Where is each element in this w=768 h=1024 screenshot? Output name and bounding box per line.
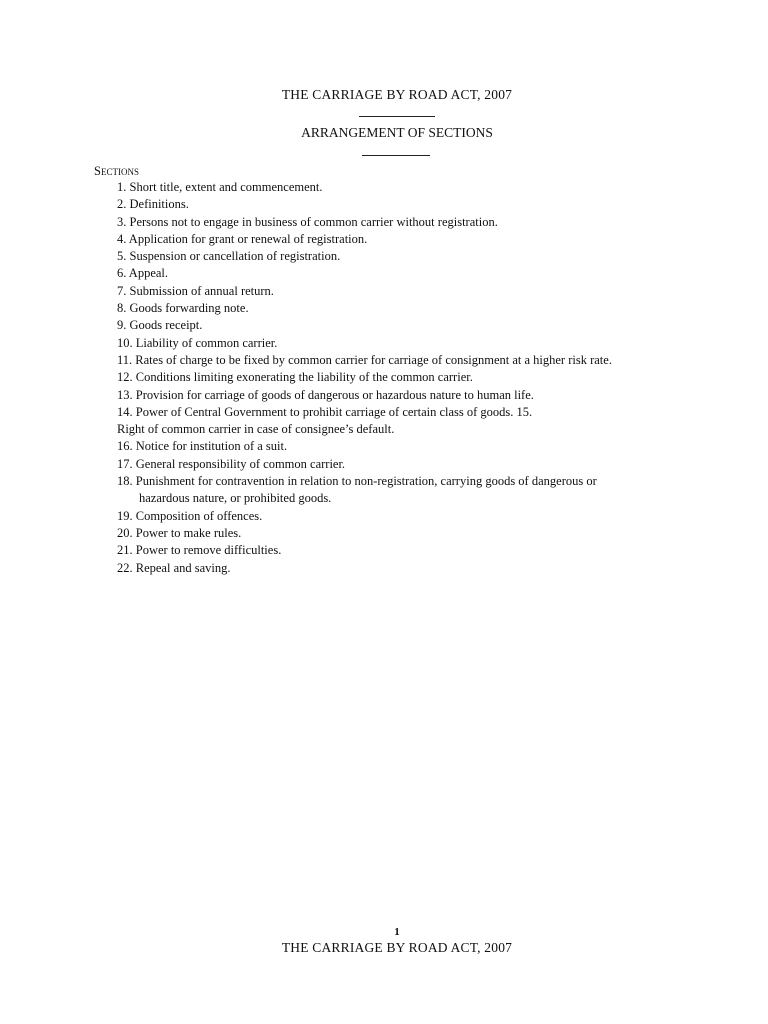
section-item-21: 21. Power to remove difficulties. [117,543,282,558]
section-item-20: 20. Power to make rules. [117,525,242,540]
section-item-8: 8. Goods forwarding note. [117,301,249,316]
section-item-10: 10. Liability of common carrier. [117,335,278,350]
document-title: THE CARRIAGE BY ROAD ACT, 2007 [281,87,513,102]
section-item-18: 18. Punishment for contravention in relation to non-registration, carrying goods of dangerous or [117,474,597,489]
arrangement-heading: ARRANGEMENT OF SECTIONS [301,125,493,140]
section-item-7: 7. Submission of annual return. [117,283,274,298]
sections-list [117,179,697,577]
sections-heading: Sections [94,164,139,178]
title-divider [359,116,435,117]
section-item-4: 4. Application for grant or renewal of registration. [117,231,368,246]
section-item-22: 22. Repeal and saving. [117,560,231,575]
section-item-9: 9. Goods receipt. [117,318,203,333]
section-item-5: 5. Suspension or cancellation of registration. [117,249,341,264]
section-item-13: 13. Provision for carriage of goods of dangerous or hazardous nature to human life. [117,387,534,402]
section-item-2: 2. Definitions. [117,197,189,212]
section-item-12: 12. Conditions limiting exonerating the liability of the common carrier. [117,370,473,385]
section-item-18-continued: hazardous nature, or prohibited goods. [139,491,332,506]
page-number: 1 [394,926,400,938]
section-item-1: 1. Short title, extent and commencement. [117,180,323,194]
section-item-19: 19. Composition of offences. [117,508,263,523]
section-item-14: 14. Power of Central Government to prohibit carriage of certain class of goods. 15. [117,404,533,419]
section-item-11: 11. Rates of charge to be fixed by common carrier for carriage of consignment at a higher risk rate. [117,352,612,367]
section-item-17: 17. General responsibility of common carrier. [117,456,346,471]
section-item-16: 16. Notice for institution of a suit. [117,439,288,454]
subtitle-divider [362,155,430,156]
section-item-6: 6. Appeal. [117,266,169,281]
footer-title: THE CARRIAGE BY ROAD ACT, 2007 [281,940,513,955]
section-item-3: 3. Persons not to engage in business of common carrier without registration. [117,214,498,229]
section-item-15: Right of common carrier in case of consignee’s default. [117,422,395,437]
